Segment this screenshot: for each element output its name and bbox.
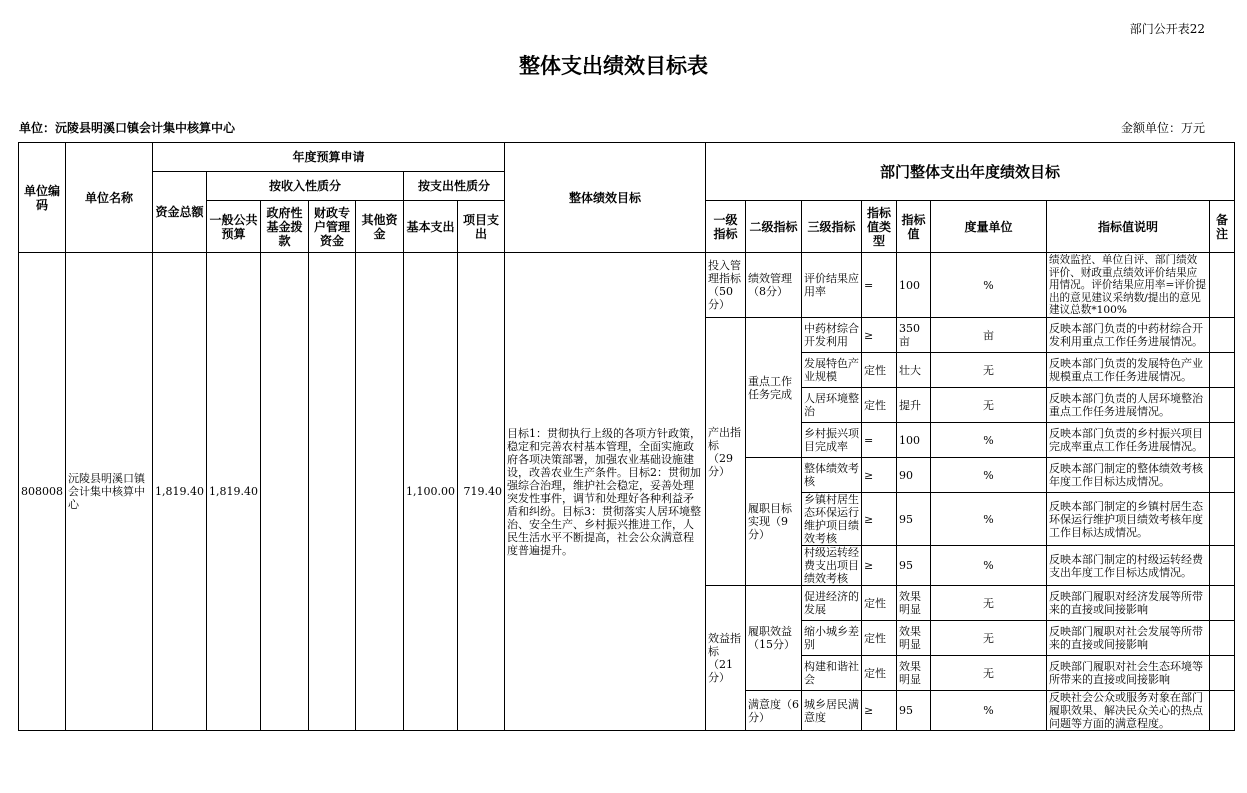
gov-fund-cell xyxy=(260,253,308,731)
remark-cell xyxy=(1209,388,1234,423)
indicator-name: 促进经济的发展 xyxy=(801,586,861,621)
unit-code-cell: 808008 xyxy=(19,253,66,731)
header-fiscal-special: 财政专户管理资金 xyxy=(308,201,355,253)
indicator-name: 人居环境整治 xyxy=(801,388,861,423)
indicator-type: 定性 xyxy=(861,586,896,621)
indicator-value: 350亩 xyxy=(896,318,930,353)
header-annual-budget: 年度预算申请 xyxy=(153,143,505,172)
header-by-income: 按收入性质分 xyxy=(206,172,403,201)
indicator-type: ≥ xyxy=(861,691,896,731)
indicator-unit: 无 xyxy=(930,388,1046,423)
header-basic-expense: 基本支出 xyxy=(403,201,457,253)
indicator-desc: 反映本部门负责的人居环境整治重点工作任务进展情况。 xyxy=(1046,388,1209,423)
indicator-value: 95 xyxy=(896,691,930,731)
header-unit-name: 单位名称 xyxy=(66,143,153,253)
indicator-desc: 反映部门履职对社会发展等所带来的直接或间接影响 xyxy=(1046,621,1209,656)
indicator-value: 效果明显 xyxy=(896,656,930,691)
header-dept-goal: 部门整体支出年度绩效目标 xyxy=(705,143,1234,201)
indicator-type: ≥ xyxy=(861,458,896,493)
indicator-value: 95 xyxy=(896,546,930,586)
remark-cell xyxy=(1209,493,1234,546)
form-number: 部门公开表22 xyxy=(1129,22,1205,36)
remark-cell xyxy=(1209,318,1234,353)
page-title: 整体支出绩效目标表 xyxy=(519,54,708,78)
indicator-name: 城乡居民满意度 xyxy=(801,691,861,731)
level1-cell: 投入管理指标（50分） xyxy=(705,253,745,318)
indicator-type: ≥ xyxy=(861,318,896,353)
indicator-unit: % xyxy=(930,458,1046,493)
header-value: 指标值 xyxy=(896,201,930,253)
indicator-type: ≥ xyxy=(861,546,896,586)
header-level1: 一级指标 xyxy=(705,201,745,253)
indicator-unit: % xyxy=(930,691,1046,731)
indicator-unit: 无 xyxy=(930,353,1046,388)
remark-cell xyxy=(1209,423,1234,458)
indicator-type: = xyxy=(861,253,896,318)
indicator-value: 效果明显 xyxy=(896,586,930,621)
indicator-value: 提升 xyxy=(896,388,930,423)
indicator-name: 构建和谐社会 xyxy=(801,656,861,691)
remark-cell xyxy=(1209,621,1234,656)
indicator-value: 100 xyxy=(896,253,930,318)
indicator-desc: 反映本部门制定的村级运转经费支出年度工作目标达成情况。 xyxy=(1046,546,1209,586)
indicator-unit: % xyxy=(930,493,1046,546)
indicator-desc: 反映本部门负责的中药材综合开发利用重点工作任务进展情况。 xyxy=(1046,318,1209,353)
indicator-unit: 亩 xyxy=(930,318,1046,353)
indicator-type: 定性 xyxy=(861,656,896,691)
indicator-name: 村级运转经费支出项目绩效考核 xyxy=(801,546,861,586)
level2-cell: 绩效管理（8分） xyxy=(745,253,801,318)
indicator-name: 评价结果应用率 xyxy=(801,253,861,318)
indicator-desc: 反映本部门制定的乡镇村居生态环保运行维护项目绩效考核年度工作目标达成情况。 xyxy=(1046,493,1209,546)
indicator-name: 缩小城乡差别 xyxy=(801,621,861,656)
indicator-desc: 绩效监控、单位自评、部门绩效评价、财政重点绩效评价结果应用情况。评价结果应用率=评价提出的意见建议采纳数/提出的意见建议总数*100% xyxy=(1048,254,1207,316)
basic-expense-cell: 1,100.00 xyxy=(403,253,457,731)
indicator-name: 中药材综合开发利用 xyxy=(801,318,861,353)
remark-cell xyxy=(1209,691,1234,731)
indicator-type: = xyxy=(861,423,896,458)
indicator-desc: 反映部门履职对社会生态环境等所带来的直接或间接影响 xyxy=(1046,656,1209,691)
indicator-desc: 反映本部门制定的整体绩效考核年度工作目标达成情况。 xyxy=(1046,458,1209,493)
remark-cell xyxy=(1209,546,1234,586)
level2-cell: 履职目标实现（9分） xyxy=(745,458,801,586)
indicator-unit: 无 xyxy=(930,656,1046,691)
indicator-unit: 无 xyxy=(930,621,1046,656)
indicator-name: 发展特色产业规模 xyxy=(801,353,861,388)
header-level2: 二级指标 xyxy=(745,201,801,253)
unit-label: 单位：沅陵县明溪口镇会计集中核算中心 xyxy=(19,121,236,135)
remark-cell xyxy=(1209,656,1234,691)
money-unit: 金额单位：万元 xyxy=(1120,121,1205,135)
indicator-unit: 无 xyxy=(930,586,1046,621)
indicator-type: ≥ xyxy=(861,493,896,546)
header-value-type: 指标值类型 xyxy=(861,201,896,253)
indicator-unit: % xyxy=(930,546,1046,586)
indicator-unit: % xyxy=(930,253,1046,318)
indicator-value: 100 xyxy=(896,423,930,458)
indicator-type: 定性 xyxy=(861,621,896,656)
header-general-budget: 一般公共预算 xyxy=(206,201,260,253)
level2-cell: 履职效益（15分） xyxy=(745,586,801,691)
indicator-desc: 反映本部门负责的发展特色产业规模重点工作任务进展情况。 xyxy=(1046,353,1209,388)
level1-cell: 效益指标（21分） xyxy=(705,586,745,731)
indicator-value: 95 xyxy=(896,493,930,546)
header-gov-fund: 政府性基金拨款 xyxy=(260,201,308,253)
overall-goal-cell: 目标1：贯彻执行上级的各项方针政策，稳定和完善农村基本管理，全面实施政府各项决策部署，加强农业基础设施建设，改善农业生产条件。目标2：贯彻加强综合治理，维护社会稳定，妥善处理突发性事件，调节和处理好各种利益矛盾和纠纷。目标3：贯彻落实人居环境整治、安全生产、乡村振兴推进工作，人民生活水平不断提高，社会公众满意程度普遍提升。 xyxy=(504,253,705,731)
level2-cell: 重点工作任务完成 xyxy=(745,318,801,458)
general-budget-cell: 1,819.40 xyxy=(206,253,260,731)
indicator-unit: % xyxy=(930,423,1046,458)
indicator-name: 乡村振兴项目完成率 xyxy=(801,423,861,458)
indicator-value: 壮大 xyxy=(896,353,930,388)
remark-cell xyxy=(1209,353,1234,388)
level1-cell: 产出指标（29分） xyxy=(705,318,745,586)
fiscal-special-cell xyxy=(308,253,355,731)
indicator-desc: 反映部门履职对经济发展等所带来的直接或间接影响 xyxy=(1046,586,1209,621)
total-funds-cell: 1,819.40 xyxy=(153,253,207,731)
indicator-value: 效果明显 xyxy=(896,621,930,656)
indicator-desc: 反映本部门负责的乡村振兴项目完成率重点工作任务进展情况。 xyxy=(1046,423,1209,458)
header-other-funds: 其他资金 xyxy=(355,201,403,253)
indicator-value: 90 xyxy=(896,458,930,493)
header-measure-unit: 度量单位 xyxy=(930,201,1046,253)
header-total-funds: 资金总额 xyxy=(153,172,207,253)
project-expense-cell: 719.40 xyxy=(457,253,504,731)
other-funds-cell xyxy=(355,253,403,731)
indicator-desc: 反映社会公众或服务对象在部门履职效果、解决民众关心的热点问题等方面的满意程度。 xyxy=(1048,691,1203,730)
table-row xyxy=(19,253,1235,318)
header-remark: 备注 xyxy=(1209,201,1234,253)
indicator-type: 定性 xyxy=(861,353,896,388)
indicator-name: 乡镇村居生态环保运行维护项目绩效考核 xyxy=(801,493,861,546)
header-value-desc: 指标值说明 xyxy=(1046,201,1209,253)
performance-table xyxy=(18,142,1235,731)
header-by-expense: 按支出性质分 xyxy=(403,172,504,201)
remark-cell xyxy=(1209,586,1234,621)
header-overall-goal: 整体绩效目标 xyxy=(504,143,705,253)
header-unit-code: 单位编码 xyxy=(19,143,66,253)
level2-cell: 满意度（6分） xyxy=(745,691,801,731)
remark-cell xyxy=(1209,253,1234,318)
indicator-name: 整体绩效考核 xyxy=(801,458,861,493)
remark-cell xyxy=(1209,458,1234,493)
header-project-expense: 项目支出 xyxy=(457,201,504,253)
header-level3: 三级指标 xyxy=(801,201,861,253)
indicator-type: 定性 xyxy=(861,388,896,423)
unit-name-cell: 沅陵县明溪口镇会计集中核算中心 xyxy=(66,253,153,731)
